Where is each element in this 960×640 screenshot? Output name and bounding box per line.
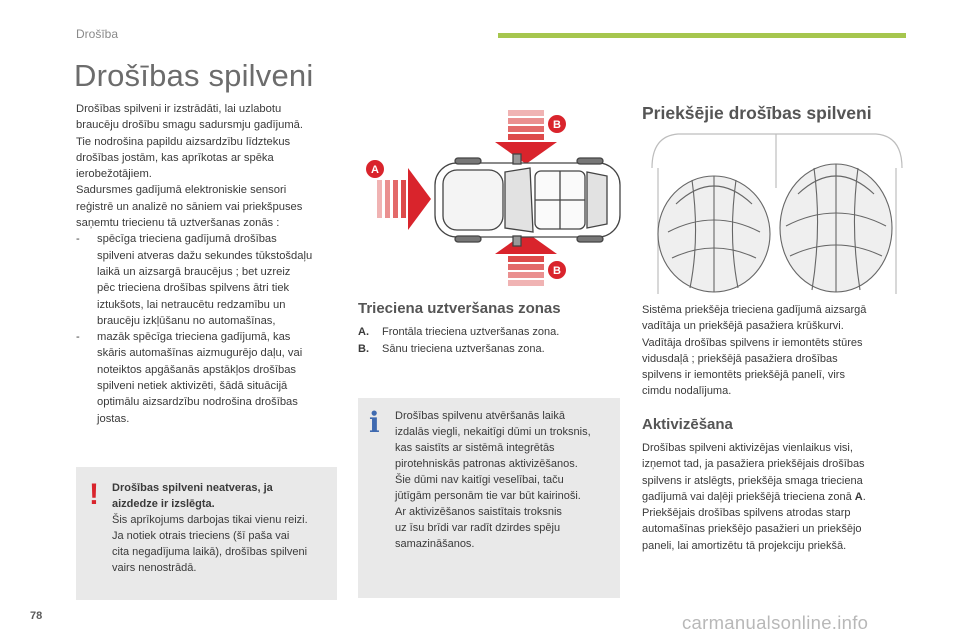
activation-line: paneli, lai amortizētu tā projekciju priekšā. [642,539,847,552]
bullet-line: braucēju izkļūšanu no automašīnas, [97,314,276,327]
label-a: A [371,164,379,176]
label-a-badge [365,159,385,179]
page-title: Drošības spilveni [74,58,314,93]
activation-zone-prefix: gadījumā vai daļēji priekšējā trieciena zonā [642,490,852,503]
label-b-bottom-badge [547,260,567,280]
intro-line: braucēju drošību smagu sadursmju gadījumā. [76,119,303,132]
activation-line: izņemot tad, ja pasažiera priekšējais drošības [642,458,865,471]
intro-line: Sadursmes gadījumā elektroniskie sensori [76,184,287,197]
info-line: Drošības spilvenu atvēršanās laikā [395,410,565,422]
bullet-line: optimālu aizsardzību nodrošina drošības [97,396,298,409]
bullet-line: pēc trieciena drošības spilvens ātri tiek [97,282,290,295]
zone-text: Frontāla trieciena uztveršanas zona. [382,326,560,338]
bullet-line: iztukšots, lai netraucētu redzamību un [97,298,286,311]
warning-icon: ! [89,478,99,511]
frontal-impact-arrow [377,168,431,230]
page-number: 78 [30,610,43,622]
section-label: Drošība [76,27,119,41]
info-line: pirotehniskās patronas aktivizēšanos. [395,458,578,470]
front-airbags-line: spilvens ir iemontēts priekšējā panelī, virs [642,369,845,382]
zones-heading: Trieciena uztveršanas zonas [358,300,561,317]
warning-bold-line: Drošības spilveni neatveras, ja [112,482,273,494]
bullet-line: skāris automašīnas aizmugurējo daļu, vai [97,347,303,360]
intro-line: Drošības spilveni ir izstrādāti, lai uzlabotu [76,103,282,115]
intro-text [76,101,344,427]
passenger-airbag [780,164,892,292]
activation-heading: Aktivizēšana [642,416,733,433]
activation-line-zone [642,489,904,505]
activation-line: Drošības spilveni aktivizējas vienlaikus visi, [642,442,853,454]
warning-line: Šis aprīkojums darbojas tikai vienu reizi. [112,514,308,526]
bullet-line: spilveni atveras dažu sekundes tūkstošdaļu [97,249,313,262]
info-line: samazināšanos. [395,538,475,550]
front-airbags-line: vadītāja un priekšējā pasažiera krūškurvi. [642,320,844,333]
driver-airbag [658,176,770,292]
info-line: izdalās viegli, nekaitīgi dūmi un troksnis, [395,426,591,438]
info-line: Ar aktivizēšanos saistītais troksnis [395,506,562,518]
intro-line: saņemtu triecienu tā uztveršanas zonās : [76,217,280,230]
bullet-line: spēcīga trieciena gadījumā drošības [97,233,277,246]
side-impact-arrow-top [495,110,557,164]
warning-bold-line: aizdedze ir izslēgta. [112,498,215,510]
warning-line: Ja notiek otrais trieciens (šī paša vai [112,530,290,542]
activation-zone-bold: A [854,490,863,503]
info-icon: i [369,406,380,439]
bullet-line: jostas. [97,412,130,425]
info-line: kas saistīts ar sistēmā integrētās [395,442,555,454]
zone-key: B. [358,343,369,355]
front-airbags-line: Vadītāja drošības spilvens ir iemontēts stūres [642,336,863,349]
info-text [395,408,617,552]
impact-zones-diagram [355,108,625,290]
activation-line: spilvens ir atslēgts, priekšēja smaga trieciena [642,474,863,487]
info-line: uz īsu brīdi var radīt dzirdes spēju [395,522,561,534]
activation-zone-suffix: . [862,490,866,503]
label-b-top: B [553,119,561,131]
warning-line: vairs nenostrādā. [112,562,197,574]
zone-text: Sānu trieciena uztveršanas zona. [382,343,545,355]
front-airbags-text [642,302,902,400]
intro-bullet-weak-impact [76,329,344,427]
bullet-line: noteiktos apgāšanās apstākļos drošības [97,363,297,376]
info-line: Šie dūmi nav kaitīgi veselībai, taču [395,474,564,486]
bullet-line: spilveni netiek aktivizēti, šādā situācijā [97,380,288,393]
header-accent-bar [498,33,906,38]
front-airbags-line: vidusdaļā ; priekšējā pasažiera drošības [642,352,838,365]
bullet-dash: - [76,331,80,344]
front-airbags-title: Priekšējie drošības spilveni [642,103,872,123]
label-b-bottom: B [553,265,561,277]
front-airbags-line: cimdu nodalījuma. [642,385,732,398]
front-airbags-illustration [648,128,906,294]
activation-line: automašīnas priekšējo pasažieri un priekšējo [642,523,862,536]
bullet-dash: - [76,233,80,246]
warning-line: cita negadījuma laikā), drošības spilveni [112,546,308,558]
warning-text [112,480,334,576]
intro-bullet-strong-impact [76,231,344,329]
intro-line: ierobežotājiem. [76,168,152,181]
zones-list [358,324,623,358]
intro-line: drošības jostām, kas aprīkotas ar spēka [76,151,274,164]
intro-line: Tie nodrošina papildu aizsardzību līdztekus [76,135,291,148]
label-b-top-badge [547,114,567,134]
info-line: jūtīgām personām tie var būt kairinoši. [395,490,581,502]
bullet-line: laikā un aizsargā braucējus ; bet uzreiz [97,265,291,278]
zone-item-a [358,324,623,341]
bullet-line: mazāk spēcīga trieciena gadījumā, kas [97,331,291,344]
car-top-view [435,154,620,246]
zone-key: A. [358,326,369,338]
intro-line: reģistrē un analizē no sāniem vai priekšpuses [76,200,303,213]
front-airbags-line: Sistēma priekšēja trieciena gadījumā aizsargā [642,304,867,316]
activation-line: Priekšējais drošības spilvens atrodas starp [642,507,851,520]
zone-item-b [358,341,623,358]
side-impact-arrow-bottom [495,232,557,286]
watermark: carmanualsonline.info [682,612,869,633]
activation-text [642,440,904,554]
